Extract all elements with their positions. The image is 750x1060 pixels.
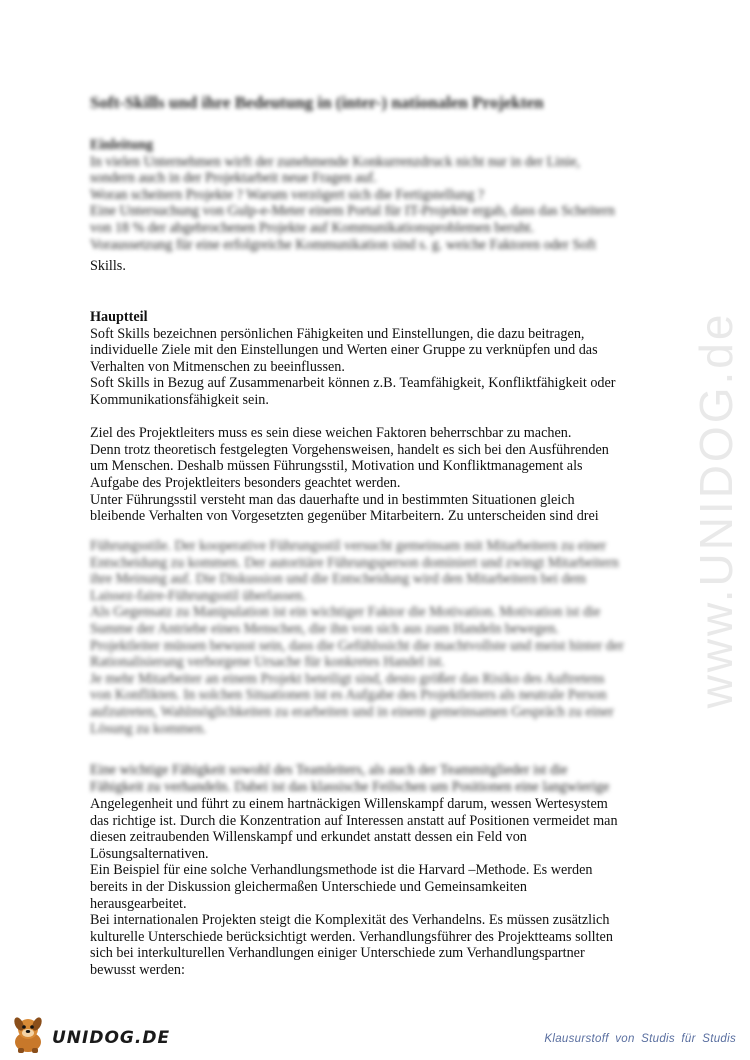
text-line: von 18 % der abgebrochenen Projekte auf Kommunikationsproblemen beruht. bbox=[90, 219, 535, 236]
main-blurred-lines bbox=[90, 538, 665, 737]
text-line: Entscheidung zu kommen. Der autoritäre Führungsperson dominiert und zwingt Mitarbeitern bbox=[90, 554, 619, 571]
text-line: Ziel des Projektleiters muss es sein diese weichen Faktoren beherrschbar zu machen. bbox=[90, 425, 572, 442]
text-line: Projektleiter müssen bewusst sein, dass die Gefühlssicht die machtvollste und meist hinter der bbox=[90, 637, 624, 654]
text-line: Denn trotz theoretisch festgelegten Vorgehensweisen, handelt es sich bei den Ausführenden bbox=[90, 441, 609, 458]
text-line: Rationalisierung verborgene Ursache für konkretes Handel ist. bbox=[90, 654, 445, 671]
intro-tail bbox=[90, 258, 665, 275]
intro-section bbox=[90, 137, 665, 253]
document-title: Soft-Skills und ihre Bedeutung in (inter-) nationalen Projekten bbox=[90, 93, 544, 112]
text-line: Eine wichtige Fähigkeit sowohl des Teamleiters, als auch der Teammitglieder ist die bbox=[90, 762, 568, 778]
unidog-logo bbox=[6, 1015, 171, 1055]
text-line: In vielen Unternehmen wirft der zunehmende Konkurrenzdruck nicht nur in der Linie, bbox=[90, 153, 581, 170]
text-line: individuelle Ziele mit den Einstellungen und Werten einer Gruppe zu verknüpfen und das bbox=[90, 342, 598, 359]
text-line: das richtige ist. Durch die Konzentration auf Interessen anstatt auf Positionen vermeidet man bbox=[90, 812, 618, 829]
main-blurred-lines-2 bbox=[90, 762, 665, 795]
text-line: ihre Meinung auf. Die Diskussion und die Entscheidung wird den Mitarbeitern bei dem bbox=[90, 571, 587, 588]
dog-mascot-icon bbox=[6, 1015, 50, 1055]
text-line: Soft Skills in Bezug auf Zusammenarbeit können z.B. Teamfähigkeit, Konfliktfähigkeit oder bbox=[90, 375, 616, 392]
watermark-text: www.UNIDOG.de bbox=[690, 311, 742, 709]
text-line: sondern auch in der Projektarbeit neue Fragen auf. bbox=[90, 170, 377, 187]
watermark bbox=[692, 285, 740, 735]
main-lines bbox=[90, 326, 665, 525]
footer-slogan: Klausurstoff von Studis für Studis bbox=[544, 1033, 736, 1045]
text-line: Woran scheitern Projekte ? Warum verzögert sich die Fertigstellung ? bbox=[90, 186, 485, 203]
intro-tail-text: Skills. bbox=[90, 258, 126, 274]
text-line: Aufgabe des Projektleiters besonders geachtet werden. bbox=[90, 474, 401, 491]
text-line: Bei internationalen Projekten steigt die Komplexität des Verhandelns. Es müssen zusätzlich bbox=[90, 912, 610, 929]
text-line: Laissez-faire-Führungsstil überlassen. bbox=[90, 587, 306, 604]
text-line: Fähigkeit zu verhandeln. Dabei ist das klassische Feilschen um Positionen eine langwierige bbox=[90, 778, 610, 795]
text-line: diesen zeitraubenden Willenskampf und erkundet anstatt dessen ein Feld von bbox=[90, 829, 527, 846]
text-line: Angelegenheit und führt zu einem hartnäckigen Willenskampf darum, wessen Wertesystem bbox=[90, 796, 608, 812]
main-section bbox=[90, 309, 665, 525]
main-blurred-section-2 bbox=[90, 762, 665, 795]
text-line: herausgearbeitet. bbox=[90, 895, 187, 912]
main-bottom-section bbox=[90, 796, 665, 979]
text-line: Summe der Antriebe eines Menschen, die ihn von sich aus zum Handeln bewegen. bbox=[90, 620, 559, 637]
logo-text: UNIDOG.DE bbox=[52, 1028, 171, 1048]
text-line: Unter Führungsstil versteht man das dauerhafte und in bestimmten Situationen gleich bbox=[90, 491, 575, 508]
text-line: Soft Skills bezeichnen persönlichen Fähigkeiten und Einstellungen, die dazu beitragen, bbox=[90, 325, 585, 342]
text-line: von Konflikten. In solchen Situationen ist es Aufgabe des Projektleiters als neutrale Person bbox=[90, 687, 607, 704]
text-line: sich bei interkulturellen Verhandlungen einiger Unterschiede zum Verhandlungspartner bbox=[90, 945, 585, 962]
text-line: Verhalten von Mitmenschen zu beeinflussen. bbox=[90, 358, 345, 375]
text-line: Je mehr Mitarbeiter an einem Projekt beteiligt sind, desto größer das Risiko des Auftretens bbox=[90, 670, 605, 687]
intro-lines bbox=[90, 154, 665, 254]
text-line bbox=[90, 409, 665, 426]
text-line: Kommunikationsfähigkeit sein. bbox=[90, 391, 269, 408]
intro-heading: Einleitung bbox=[90, 137, 154, 153]
text-line: Lösungsalternativen. bbox=[90, 845, 209, 862]
main-bottom-lines bbox=[90, 796, 665, 979]
main-blurred-section bbox=[90, 538, 665, 737]
text-line: Lösung zu kommen. bbox=[90, 720, 207, 737]
text-line: kulturelle Unterschiede berücksichtigt werden. Verhandlungsführer des Projektteams sollten bbox=[90, 928, 613, 945]
main-heading: Hauptteil bbox=[90, 309, 148, 325]
text-line: aufzutreten, Wahlmöglichkeiten zu erarbeiten und in einem gemeinsamen Gespräch zu einer bbox=[90, 703, 614, 720]
text-line: Führungsstile. Der kooperative Führungsstil versucht gemeinsam mit Mitarbeitern zu einer bbox=[90, 538, 607, 554]
text-line: bewusst werden: bbox=[90, 961, 185, 978]
text-line: um Menschen. Deshalb müssen Führungsstil, Motivation und Konfliktmanagement als bbox=[90, 458, 583, 475]
text-line: Ein Beispiel für eine solche Verhandlungsmethode ist die Harvard –Methode. Es werden bbox=[90, 862, 593, 879]
text-line: bereits in der Diskussion gleichermaßen Unterschiede und Gemeinsamkeiten bbox=[90, 878, 527, 895]
text-line: bleibende Verhalten von Vorgesetzten gegenüber Mitarbeitern. Zu unterscheiden sind drei bbox=[90, 508, 599, 525]
text-line: Als Gegensatz zu Manipulation ist ein wichtiger Faktor die Motivation. Motivation ist die bbox=[90, 604, 601, 621]
text-line: Eine Untersuchung von Gulp-e-Meter einem Portal für IT-Projekte ergab, dass das Scheitern bbox=[90, 203, 615, 220]
text-line: Voraussetzung für eine erfolgreiche Kommunikation sind s. g. weiche Faktoren oder Soft bbox=[90, 236, 597, 253]
